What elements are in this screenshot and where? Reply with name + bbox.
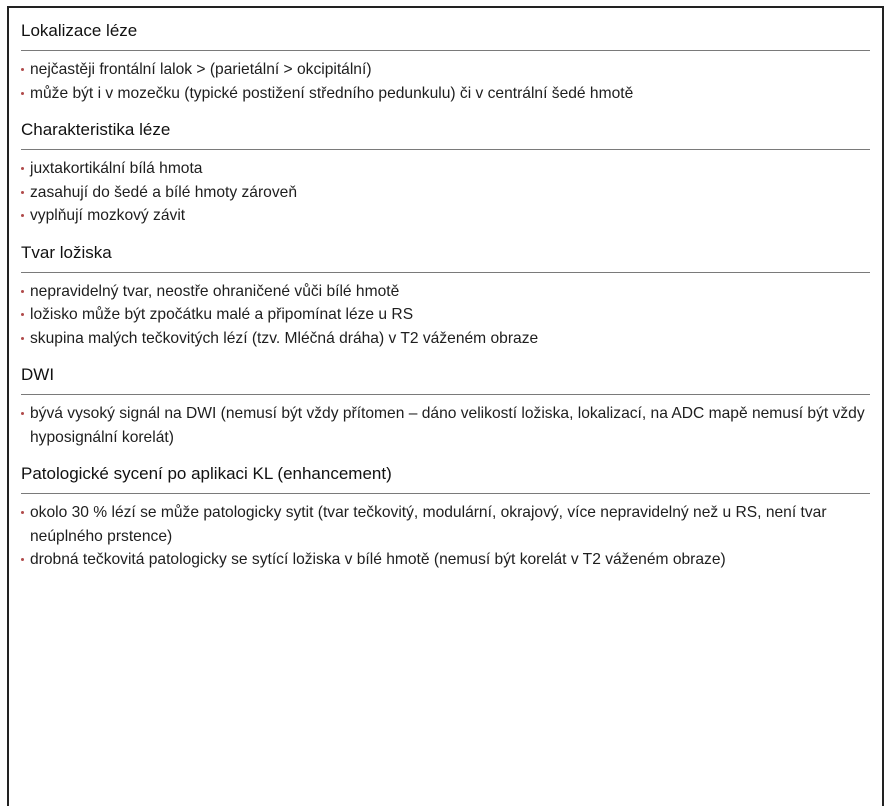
item-text: nepravidelný tvar, neostře ohraničené vůči bílé hmotě — [30, 282, 400, 300]
item-text: juxtakortikální bílá hmota — [30, 160, 203, 177]
bullet-icon — [21, 191, 24, 194]
list-item — [21, 327, 870, 351]
bullet-icon — [21, 511, 24, 514]
list-item — [21, 280, 870, 304]
list-item — [21, 501, 870, 548]
item-text: drobná tečkovitá patologicky se sytící ložiska v bílé hmotě (nemusí být korelát v T2 váženém obraze) — [30, 551, 726, 568]
bullet-icon — [21, 92, 24, 95]
bullet-icon — [21, 290, 24, 293]
bullet-icon — [21, 214, 24, 217]
section-enhancement — [21, 463, 870, 572]
list-item — [21, 181, 870, 205]
item-text: nejčastěji frontální lalok > (parietální > okcipitální) — [30, 61, 372, 78]
section-title: Tvar ložiska — [21, 242, 870, 273]
list-item — [21, 58, 870, 82]
item-text: může být i v mozečku (typické postižení středního pedunkulu) či v centrální šedé hmotě — [30, 84, 634, 102]
section-localization — [21, 20, 870, 105]
item-list — [21, 501, 870, 572]
section-title: Charakteristika léze — [21, 119, 870, 150]
bullet-icon — [21, 337, 24, 340]
item-list — [21, 157, 870, 228]
section-title: Patologické sycení po aplikaci KL (enhancement) — [21, 463, 870, 494]
section-shape — [21, 242, 870, 351]
list-item — [21, 402, 870, 449]
item-text: vyplňují mozkový závit — [30, 207, 186, 224]
list-item — [21, 204, 870, 228]
section-title: Lokalizace léze — [21, 20, 870, 51]
list-item — [21, 548, 870, 572]
item-text: okolo 30 % lézí se může patologicky sytit (tvar tečkovitý, modulární, okrajový, více nepravidelný než u RS, není tvar neúplného prstence) — [30, 504, 827, 545]
item-text: ložisko může být zpočátku malé a připomínat léze u RS — [30, 306, 414, 323]
list-item — [21, 157, 870, 181]
item-list — [21, 280, 870, 351]
section-dwi — [21, 364, 870, 449]
info-table — [7, 6, 884, 806]
item-list — [21, 402, 870, 449]
item-text: zasahují do šedé a bílé hmoty zároveň — [30, 183, 297, 201]
section-characteristics — [21, 119, 870, 228]
bullet-icon — [21, 558, 24, 561]
section-title: DWI — [21, 364, 870, 395]
list-item — [21, 82, 870, 106]
item-list — [21, 58, 870, 105]
item-text: skupina malých tečkovitých lézí (tzv. Mléčná dráha) v T2 váženém obraze — [30, 329, 539, 347]
bullet-icon — [21, 313, 24, 316]
list-item — [21, 303, 870, 327]
item-text: bývá vysoký signál na DWI (nemusí být vždy přítomen – dáno velikostí ložiska, lokalizací, na ADC mapě nemusí být vždy hyposignální korelát) — [30, 405, 865, 446]
bullet-icon — [21, 167, 24, 170]
bullet-icon — [21, 412, 24, 415]
bullet-icon — [21, 68, 24, 71]
